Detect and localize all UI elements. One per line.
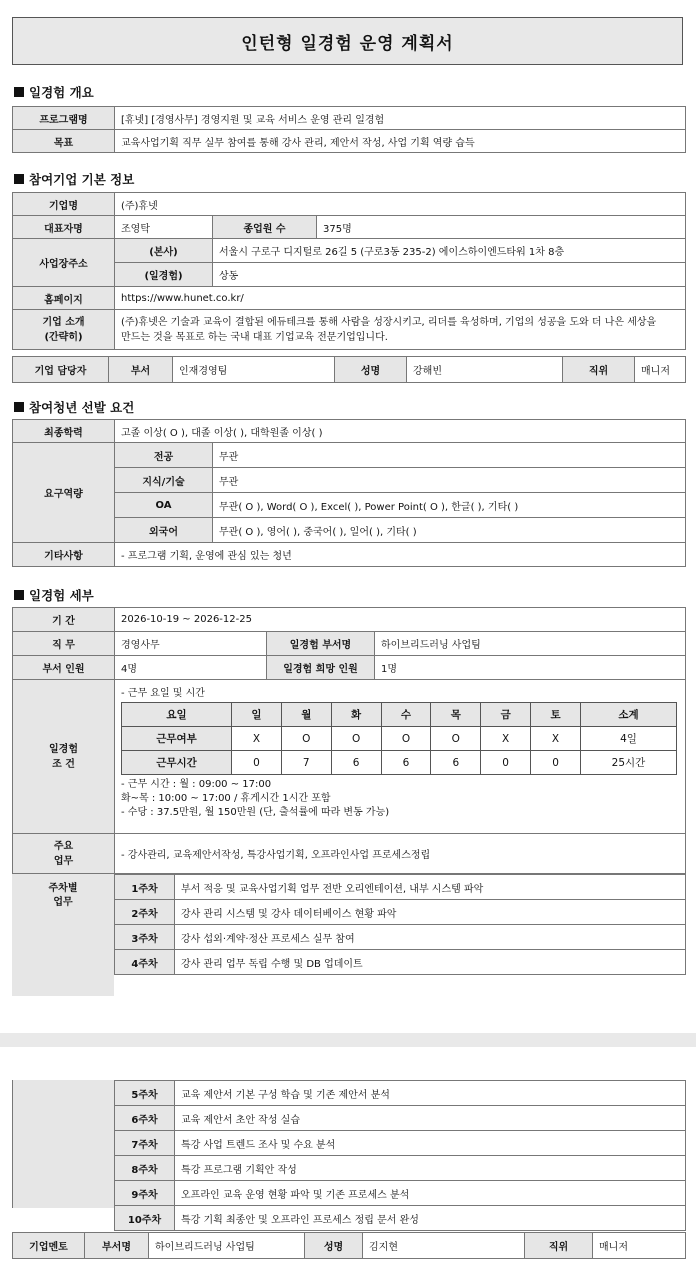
section-heading-company: 참여기업 기본 정보: [14, 170, 134, 188]
weekly-task-row: [115, 1206, 686, 1231]
weekly-task-row: [115, 1081, 686, 1106]
schedule-cell: O: [381, 727, 431, 751]
job-value: 경영사무: [115, 632, 267, 656]
week-task: 교육 제안서 초안 작성 실습: [175, 1106, 686, 1131]
company-label: 기업명: [13, 193, 115, 216]
weekly-task-row: [115, 875, 686, 900]
schedule-cell: O: [331, 727, 381, 751]
week-task: 강사 관리 업무 독립 수행 및 DB 업데이트: [175, 950, 686, 975]
hope-count-value: 1명: [375, 656, 686, 680]
week-number: 3주차: [115, 925, 175, 950]
dept-name-value: 하이브리드러닝 사업팀: [375, 632, 686, 656]
dept-name-label: 일경험 부서명: [267, 632, 375, 656]
schedule-cell: 0: [232, 751, 282, 775]
week-number: 4주차: [115, 950, 175, 975]
schedule-cell: 7: [281, 751, 331, 775]
weekly-task-row: [115, 1131, 686, 1156]
condition-note: - 수당 : 37.5만원, 월 150만원 (단, 출석률에 따라 변동 가능): [121, 807, 390, 818]
schedule-row-label: 근무여부: [122, 727, 232, 751]
major-label: 전공: [115, 443, 213, 468]
period-value: 2026-10-19 ~ 2026-12-25: [115, 608, 686, 632]
mentor-name-value: 김지현: [363, 1233, 525, 1259]
skill-value: 무관: [213, 468, 686, 493]
schedule-row-label: 근무시간: [122, 751, 232, 775]
week-task: 교육 제안서 기본 구성 학습 및 기존 제안서 분석: [175, 1081, 686, 1106]
section-heading-details: 일경험 세부: [14, 586, 94, 604]
schedule-header-cell: 소계: [581, 703, 677, 727]
square-bullet-icon: [14, 87, 24, 97]
ceo-value: 조영탁: [115, 216, 213, 239]
condition-note: 화~목 : 10:00 ~ 17:00 / 휴게시간 1시간 포함: [121, 793, 331, 804]
etc-label: 기타사항: [13, 543, 115, 567]
section-heading-overview: 일경험 개요: [14, 83, 94, 101]
mentor-dept-value: 하이브리드러닝 사업팀: [149, 1233, 305, 1259]
schedule-row-workdays: [122, 727, 677, 751]
homepage-label: 홈페이지: [13, 287, 115, 310]
company-value: (주)휴넷: [115, 193, 686, 216]
week-number: 6주차: [115, 1106, 175, 1131]
section-heading-requirements: 참여청년 선발 요건: [14, 398, 134, 416]
mentor-position-value: 매니저: [593, 1233, 686, 1259]
weekly-task-table-2: [114, 1080, 686, 1231]
week-number: 7주차: [115, 1131, 175, 1156]
schedule-header-cell: 요일: [122, 703, 232, 727]
weekly-task-table-1: [114, 874, 686, 975]
mentor-table: [12, 1232, 686, 1259]
company-table: [12, 192, 686, 350]
schedule-cell: X: [531, 727, 581, 751]
square-bullet-icon: [14, 590, 24, 600]
schedule-row-hours: [122, 751, 677, 775]
weekly-task-row: [115, 900, 686, 925]
condition-label: 일경험 조 건: [13, 680, 115, 834]
goal-value: 교육사업기획 직무 실무 참여를 통해 강사 관리, 제안서 작성, 사업 기획 역량 습득: [115, 130, 686, 153]
language-label: 외국어: [115, 518, 213, 543]
etc-value: - 프로그램 기획, 운영에 관심 있는 청년: [115, 543, 686, 567]
language-value: 무관( O ), 영어( ), 중국어( ), 일어( ), 기타( ): [213, 518, 686, 543]
condition-note: - 근무 시간 : 월 : 09:00 ~ 17:00: [121, 779, 272, 790]
ceo-label: 대표자명: [13, 216, 115, 239]
schedule-header-cell: 금: [481, 703, 531, 727]
program-value: [휴넷] [경영사무] 경영지원 및 교육 서비스 운영 관리 일경험: [115, 107, 686, 130]
schedule-header-row: [122, 703, 677, 727]
competency-label: 요구역량: [13, 443, 115, 543]
schedule-cell: 6: [381, 751, 431, 775]
education-label: 최종학력: [13, 420, 115, 443]
document-title: 인턴형 일경험 운영 계획서: [12, 17, 683, 65]
manager-position-label: 직위: [563, 357, 635, 383]
week-number: 5주차: [115, 1081, 175, 1106]
requirements-table: [12, 419, 686, 567]
staff-label: 부서 인원: [13, 656, 115, 680]
weekly-task-row: [115, 950, 686, 975]
main-task-value: - 강사관리, 교육제안서작성, 특강사업기획, 오프라인사업 프로세스정립: [115, 834, 686, 874]
weekly-task-row: [115, 1156, 686, 1181]
homepage-link[interactable]: https://www.hunet.co.kr/: [115, 287, 686, 310]
week-task: 오프라인 교육 운영 현황 파악 및 기존 프로세스 분석: [175, 1181, 686, 1206]
weekly-task-row: [115, 925, 686, 950]
schedule-header-cell: 수: [381, 703, 431, 727]
manager-label: 기업 담당자: [13, 357, 109, 383]
details-table: [12, 607, 686, 874]
square-bullet-icon: [14, 402, 24, 412]
condition-notes: [121, 778, 677, 820]
week-task: 특강 기획 최종안 및 오프라인 프로세스 정립 문서 완성: [175, 1206, 686, 1231]
intro-value: (주)휴넷은 기술과 교육이 결합된 에듀테크를 통해 사람을 성장시키고, 리더를 육성하며, 기업의 성공을 도와 더 나은 세상을 만드는 것을 목표로 하는 국내 대표 기업교육 전문기업입니다.: [115, 310, 686, 350]
work-site-label: (일경험): [115, 263, 213, 287]
schedule-table: [121, 702, 677, 775]
skill-label: 지식/기술: [115, 468, 213, 493]
education-value: 고졸 이상( O ), 대졸 이상( ), 대학원졸 이상( ): [115, 420, 686, 443]
manager-dept-label: 부서: [109, 357, 173, 383]
mentor-dept-label: 부서명: [85, 1233, 149, 1259]
overview-table: [12, 106, 686, 153]
week-number: 1주차: [115, 875, 175, 900]
weekly-label-cell: [12, 874, 114, 996]
hq-address: 서울시 구로구 디지털로 26길 5 (구로3동 235-2) 에이스하이엔드타워 1차 8층: [213, 239, 686, 263]
schedule-cell: O: [281, 727, 331, 751]
schedule-cell: 25시간: [581, 751, 677, 775]
schedule-cell: 6: [331, 751, 381, 775]
manager-position-value: 매니저: [635, 357, 686, 383]
schedule-header-cell: 화: [331, 703, 381, 727]
schedule-cell: X: [481, 727, 531, 751]
mentor-position-label: 직위: [525, 1233, 593, 1259]
week-number: 2주차: [115, 900, 175, 925]
square-bullet-icon: [14, 174, 24, 184]
staff-value: 4명: [115, 656, 267, 680]
weekly-label: 주차별 업무: [48, 883, 78, 908]
intro-label: 기업 소개 (간략히): [13, 310, 115, 350]
week-task: 부서 적응 및 교육사업기획 업무 전반 오리엔테이션, 내부 시스템 파악: [175, 875, 686, 900]
week-number: 10주차: [115, 1206, 175, 1231]
company-manager-table: [12, 356, 686, 383]
program-label: 프로그램명: [13, 107, 115, 130]
schedule-header-cell: 일: [232, 703, 282, 727]
week-task: 강사 섭외·계약·정산 프로세스 실무 참여: [175, 925, 686, 950]
schedule-cell: 0: [531, 751, 581, 775]
major-value: 무관: [213, 443, 686, 468]
mentor-name-label: 성명: [305, 1233, 363, 1259]
period-label: 기 간: [13, 608, 115, 632]
manager-name-label: 성명: [335, 357, 407, 383]
week-number: 9주차: [115, 1181, 175, 1206]
schedule-cell: X: [232, 727, 282, 751]
schedule-cell: 0: [481, 751, 531, 775]
schedule-cell: O: [431, 727, 481, 751]
weekly-label-continued: [12, 1080, 114, 1208]
employee-count-value: 375명: [317, 216, 686, 239]
address-label: 사업장주소: [13, 239, 115, 287]
hope-count-label: 일경험 희망 인원: [267, 656, 375, 680]
job-label: 직 무: [13, 632, 115, 656]
manager-dept-value: 인재경영팀: [173, 357, 335, 383]
main-task-label: 주요 업무: [13, 834, 115, 874]
week-task: 강사 관리 시스템 및 강사 데이터베이스 현황 파악: [175, 900, 686, 925]
condition-cell: [115, 680, 686, 834]
employee-count-label: 종업원 수: [213, 216, 317, 239]
mentor-label: 기업멘토: [13, 1233, 85, 1259]
condition-intro: - 근무 요일 및 시간: [121, 688, 205, 699]
hq-label: (본사): [115, 239, 213, 263]
manager-name-value: 강해빈: [407, 357, 563, 383]
oa-value: 무관( O ), Word( O ), Excel( ), Power Point( O ), 한글( ), 기타( ): [213, 493, 686, 518]
goal-label: 목표: [13, 130, 115, 153]
schedule-header-cell: 목: [431, 703, 481, 727]
schedule-cell: 4일: [581, 727, 677, 751]
work-site-value: 상동: [213, 263, 686, 287]
week-number: 8주차: [115, 1156, 175, 1181]
oa-label: OA: [115, 493, 213, 518]
schedule-header-cell: 토: [531, 703, 581, 727]
week-task: 특강 사업 트렌드 조사 및 수요 분석: [175, 1131, 686, 1156]
schedule-header-cell: 월: [281, 703, 331, 727]
weekly-task-row: [115, 1181, 686, 1206]
page-break: [0, 1033, 696, 1047]
schedule-cell: 6: [431, 751, 481, 775]
week-task: 특강 프로그램 기획안 작성: [175, 1156, 686, 1181]
weekly-task-row: [115, 1106, 686, 1131]
